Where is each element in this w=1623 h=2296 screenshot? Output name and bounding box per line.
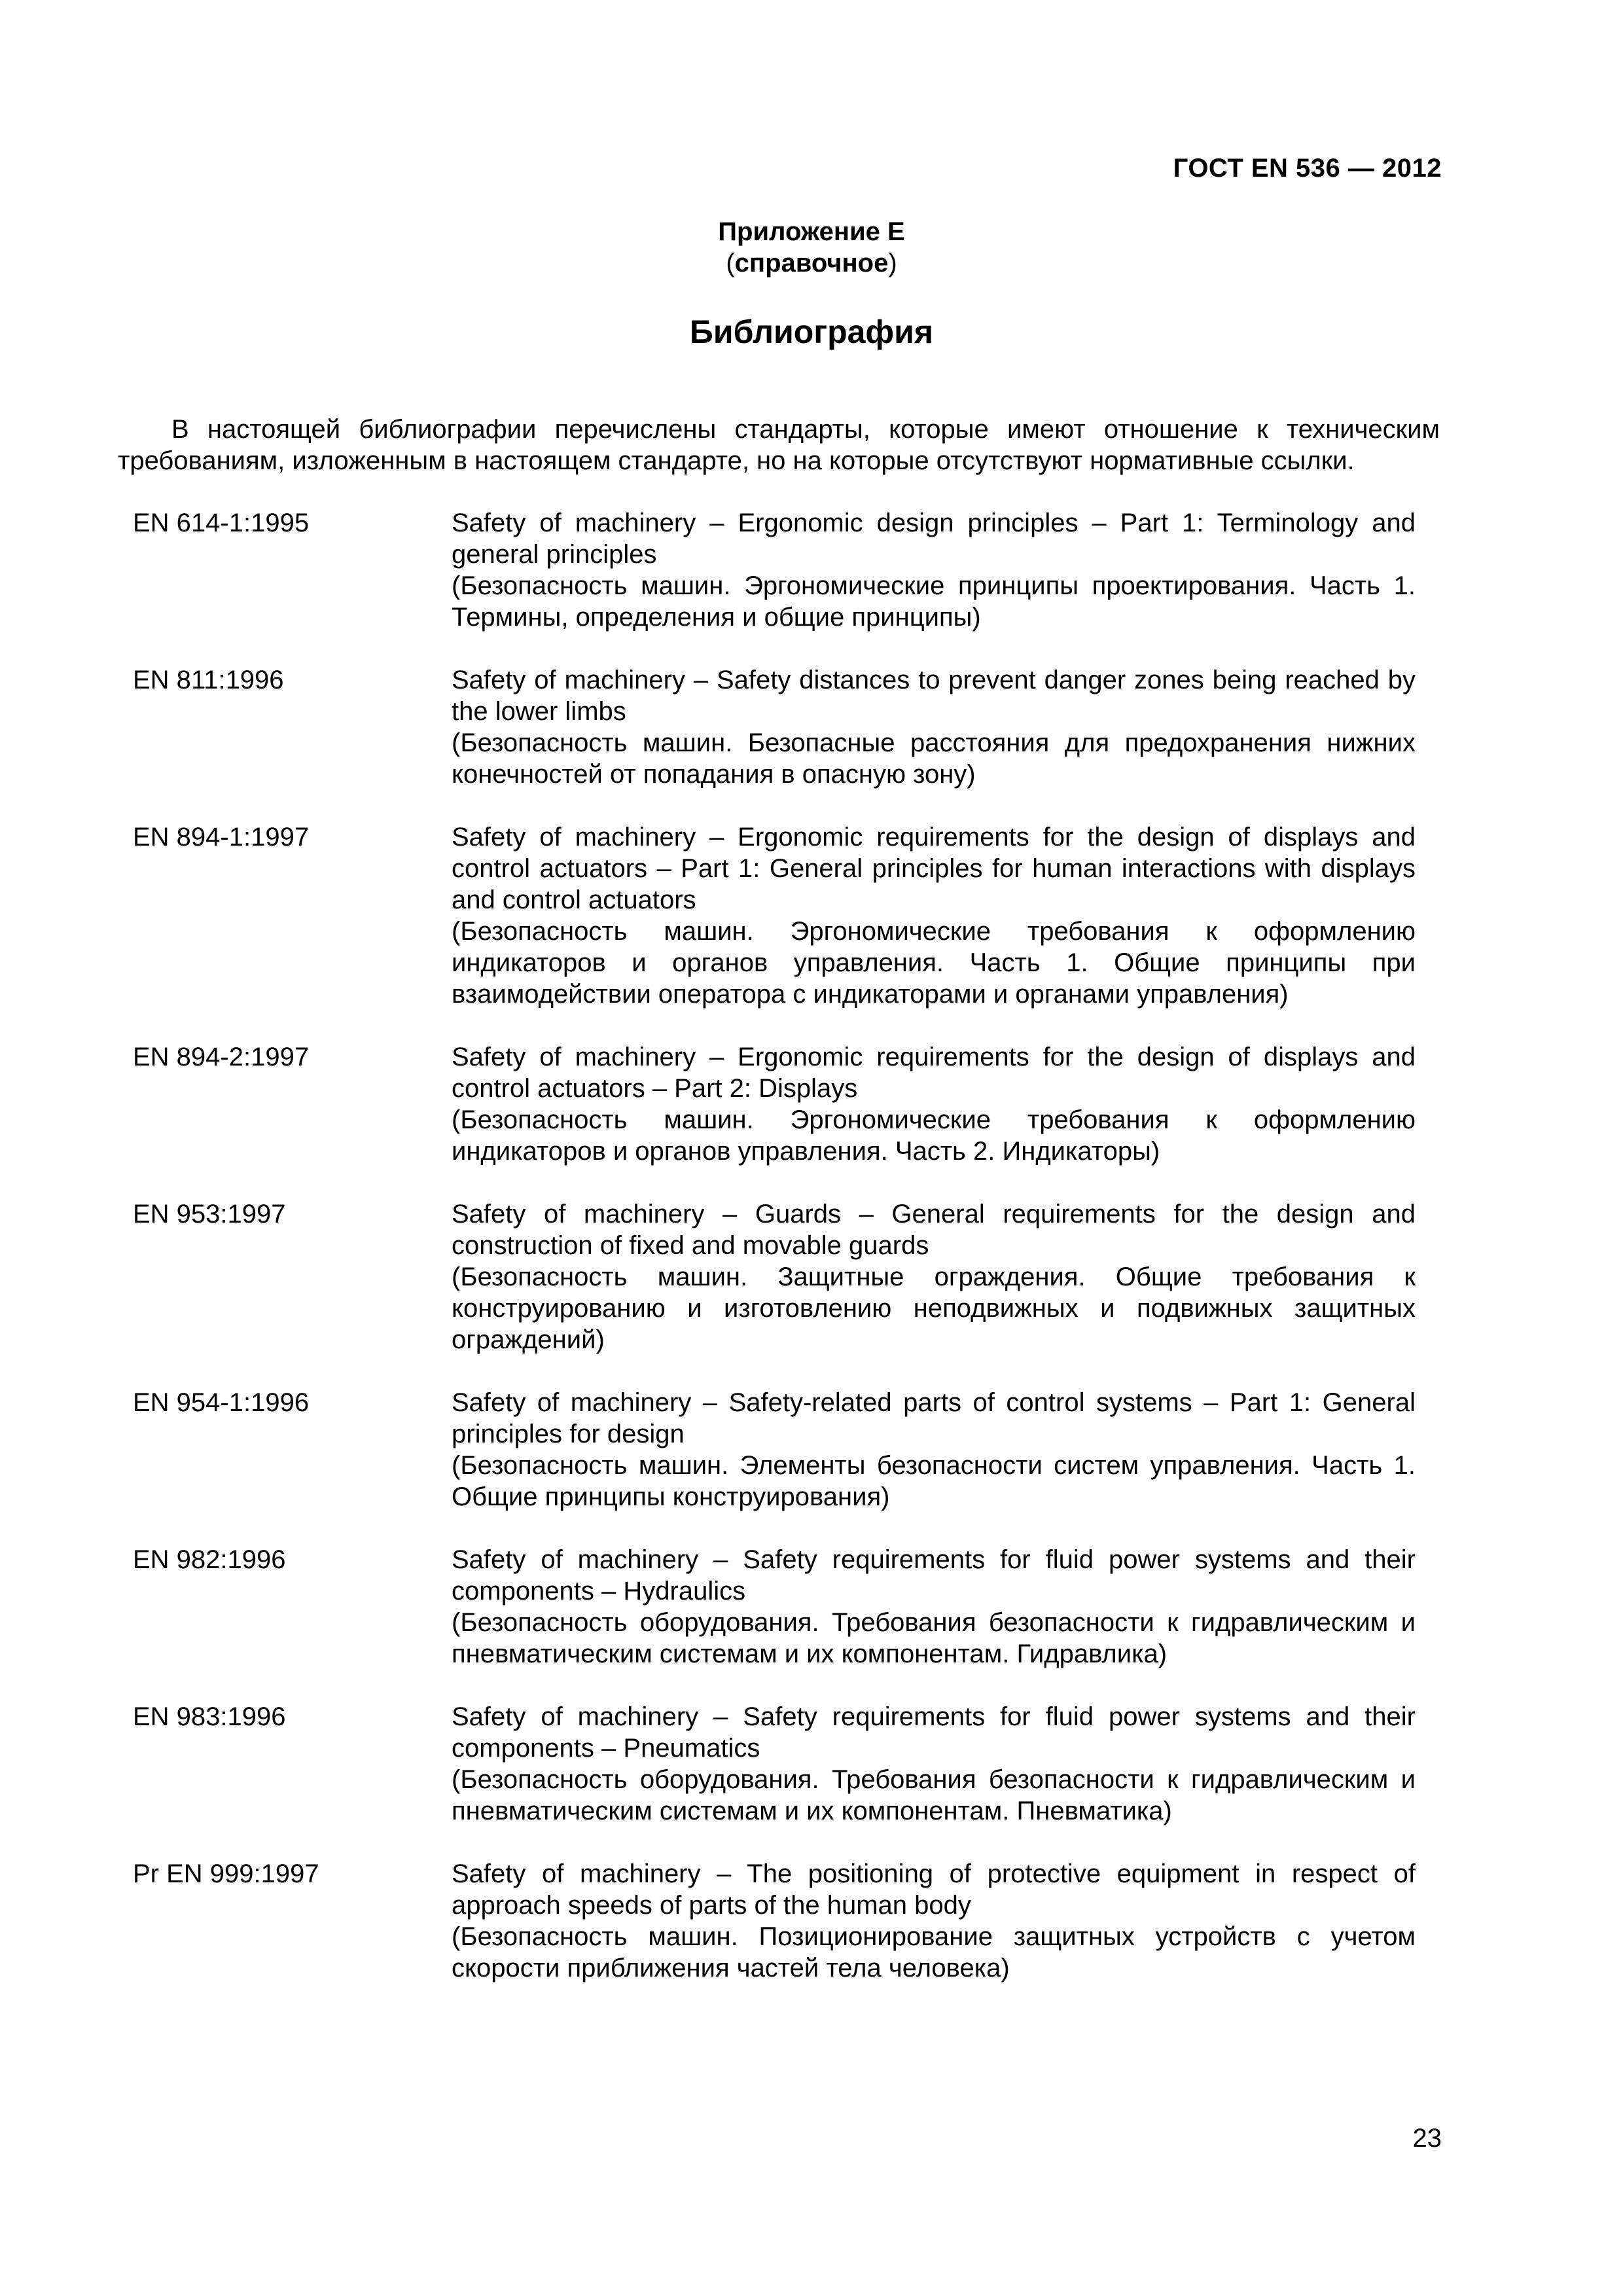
- entry-title-en: Safety of machinery – Safety requirements for fluid power systems and their components – Pneumatics: [452, 1702, 1416, 1763]
- entry-description: [452, 1041, 1416, 1167]
- entry-title-en: Safety of machinery – Ergonomic design principles – Part 1: Terminology and general principles: [452, 509, 1416, 569]
- annex-type: (справочное): [726, 249, 897, 278]
- entry-code: EN 894-2:1997: [133, 1043, 310, 1071]
- annex-heading: [0, 216, 1623, 279]
- bibliography-entry: [133, 1544, 1416, 1670]
- standard-designation: ГОСТ EN 536 — 2012: [1173, 154, 1442, 183]
- entry-description: [452, 1387, 1416, 1513]
- entry-code: Pr EN 999:1997: [133, 1859, 319, 1888]
- entry-description: [452, 1701, 1416, 1827]
- entry-title-en: Safety of machinery – The positioning of protective equipment in respect of approach speeds of parts of the human body: [452, 1859, 1416, 1920]
- entry-description: [452, 1544, 1416, 1670]
- entry-title-ru: (Безопасность оборудования. Требования безопасности к гидравлическим и пневматическим системам и их компонентам. Пневматика): [452, 1765, 1416, 1825]
- bibliography-list: [133, 507, 1416, 2015]
- bibliography-entry: [133, 664, 1416, 790]
- annex-type-label: справочное: [734, 249, 889, 278]
- bibliography-entry: [133, 507, 1416, 633]
- entry-title-en: Safety of machinery – Safety distances to prevent danger zones being reached by the lower limbs: [452, 666, 1416, 726]
- entry-code: EN 614-1:1995: [133, 509, 310, 537]
- entry-title-en: Safety of machinery – Guards – General requirements for the design and construction of fixed and movable guards: [452, 1200, 1416, 1260]
- entry-title-en: Safety of machinery – Safety-related parts of control systems – Part 1: General principles for design: [452, 1388, 1416, 1448]
- entry-description: [452, 1858, 1416, 1984]
- entry-title-ru: (Безопасность машин. Эргономические требования к оформлению индикаторов и органов управления. Часть 2. Индикаторы): [452, 1105, 1416, 1166]
- bibliography-entry: [133, 821, 1416, 1010]
- entry-code: EN 982:1996: [133, 1545, 286, 1574]
- bibliography-intro: В настоящей библиографии перечислены стандарты, которые имеют отношение к техническим требованиям, изложенным в настоящем стандарте, но на которые отсутствуют нормативные ссылки.: [118, 415, 1440, 475]
- page-number: 23: [1412, 2124, 1442, 2153]
- entry-code: EN 953:1997: [133, 1200, 286, 1229]
- entry-title-en: Safety of machinery – Ergonomic requirements for the design of displays and control actuators – Part 1: General principles for human interactions with displays and control actuators: [452, 823, 1416, 914]
- bibliography-entry: [133, 1198, 1416, 1355]
- entry-title-ru: (Безопасность машин. Эргономические принципы проектирования. Часть 1. Термины, определения и общие принципы): [452, 571, 1416, 632]
- bibliography-entry: [133, 1858, 1416, 1984]
- entry-code: EN 954-1:1996: [133, 1388, 310, 1417]
- entry-title-ru: (Безопасность машин. Эргономические требования к оформлению индикаторов и органов управления. Часть 1. Общие принципы при взаимодействии оператора с индикаторами и органами управления): [452, 917, 1416, 1009]
- entry-code: EN 894-1:1997: [133, 823, 310, 852]
- entry-code: EN 983:1996: [133, 1702, 286, 1731]
- bibliography-entry: [133, 1387, 1416, 1513]
- bibliography-title: Библиография: [689, 314, 934, 350]
- annex-title: Приложение Е: [718, 217, 905, 246]
- entry-description: [452, 1198, 1416, 1355]
- bibliography-entry: [133, 1701, 1416, 1827]
- entry-title-ru: (Безопасность машин. Элементы безопасности систем управления. Часть 1. Общие принципы конструирования): [452, 1451, 1416, 1511]
- entry-code: EN 811:1996: [133, 666, 284, 694]
- entry-description: [452, 507, 1416, 633]
- entry-title-ru: (Безопасность машин. Защитные ограждения. Общие требования к конструированию и изготовлению неподвижных и подвижных защитных ограждений): [452, 1263, 1416, 1354]
- entry-title-ru: (Безопасность машин. Позиционирование защитных устройств с учетом скорости приближения частей тела человека): [452, 1922, 1416, 1982]
- entry-title-ru: (Безопасность машин. Безопасные расстояния для предохранения нижних конечностей от попадания в опасную зону): [452, 728, 1416, 789]
- bibliography-entry: [133, 1041, 1416, 1167]
- entry-title-en: Safety of machinery – Safety requirements for fluid power systems and their components – Hydraulics: [452, 1545, 1416, 1605]
- entry-title-en: Safety of machinery – Ergonomic requirements for the design of displays and control actuators – Part 2: Displays: [452, 1043, 1416, 1103]
- entry-title-ru: (Безопасность оборудования. Требования безопасности к гидравлическим и пневматическим системам и их компонентам. Гидравлика): [452, 1608, 1416, 1668]
- entry-description: [452, 664, 1416, 790]
- entry-description: [452, 821, 1416, 1010]
